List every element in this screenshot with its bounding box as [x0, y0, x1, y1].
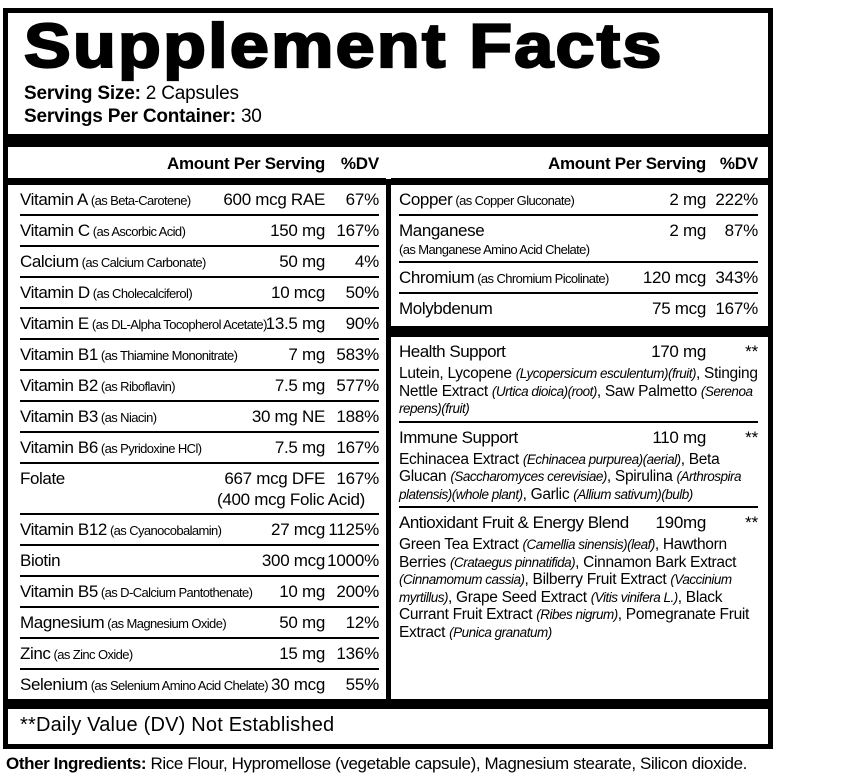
nutrient-row — [20, 338, 379, 369]
blend-name: Antioxidant Fruit & Energy Blend — [399, 513, 629, 533]
nutrient-dv: 67% — [345, 190, 379, 210]
blend-ingredients — [399, 363, 758, 418]
blend-title-line — [399, 427, 758, 449]
nutrient-row — [20, 544, 379, 575]
nutrient-source: (as Chromium Picolinate) — [477, 271, 609, 287]
nutrient-dv: 167% — [336, 469, 379, 489]
ingredient-text: Echinacea Extract — [399, 450, 523, 468]
nutrient-row-line — [20, 550, 379, 572]
nutrient-dv: 343% — [715, 268, 758, 288]
latin-name-text: (Urtica dioica)(root) — [491, 383, 597, 399]
nutrient-name: Vitamin E — [20, 314, 89, 334]
nutrient-dv: 167% — [336, 221, 379, 241]
nutrient-row-line — [20, 468, 379, 490]
other-ingredients-label: Other Ingredients: — [6, 754, 147, 774]
blend-name-cell — [399, 427, 648, 449]
nutrient-row — [20, 214, 379, 245]
dv-footnote: **Daily Value (DV) Not Established — [20, 714, 335, 737]
nutrient-dv: 577% — [336, 376, 379, 396]
nutrient-name-cell — [20, 189, 219, 211]
nutrient-row-line — [20, 282, 379, 304]
serving-size-value: 2 Capsules — [140, 83, 239, 105]
nutrient-dv: 167% — [336, 438, 379, 458]
blend-ingredients — [399, 534, 758, 641]
nutrient-source: (as Riboflavin) — [100, 379, 175, 395]
nutrient-name: Chromium — [399, 268, 475, 288]
serving-info — [24, 82, 768, 128]
column-divider — [386, 179, 391, 699]
nutrient-name-cell — [399, 267, 639, 289]
nutrient-name-cell — [399, 298, 648, 320]
nutrient-dv: 167% — [715, 299, 758, 319]
latin-name-text: (Arthrospira platensis)(whole plant) — [399, 469, 742, 502]
ingredient-text: , Grape Seed Extract — [448, 588, 591, 606]
nutrient-source-line2: (as Manganese Amino Acid Chelate) — [399, 242, 590, 258]
nutrient-amount: 75 mcg — [652, 299, 706, 319]
nutrient-source: (as Magnesium Oxide) — [107, 616, 227, 632]
nutrient-dv: 90% — [345, 314, 379, 334]
nutrient-source: (as Niacin) — [100, 410, 157, 426]
nutrient-dv: 87% — [724, 221, 758, 241]
nutrient-amount: 13.5 mg — [265, 314, 325, 334]
nutrient-name: Copper — [399, 190, 453, 210]
blend-dv-asterisks: ** — [745, 513, 758, 533]
nutrient-amount: 7.5 mg — [274, 376, 325, 396]
blend-name: Health Support — [399, 342, 506, 362]
nutrient-row — [399, 292, 758, 323]
ingredient-text: Lutein, Lycopene — [399, 365, 516, 383]
bottom-divider-bar — [8, 699, 768, 709]
nutrient-amount: 300 mcg — [261, 551, 325, 571]
amount-per-serving-header: Amount Per Serving — [547, 154, 706, 174]
blend-row — [399, 421, 758, 507]
dv-header: %DV — [340, 154, 379, 174]
nutrient-source: (as Copper Gluconate) — [455, 193, 575, 209]
nutrient-name: Manganese — [399, 221, 485, 241]
blend-ingredients — [399, 449, 758, 504]
nutrient-amount: 30 mg NE — [251, 407, 325, 427]
blend-sections — [399, 337, 758, 644]
nutrient-row — [20, 513, 379, 544]
latin-name-text: (Saccharomyces cerevisiae) — [450, 469, 607, 485]
latin-name-text: (Cinnamomum cassia) — [399, 572, 525, 588]
nutrient-dv: 188% — [336, 407, 379, 427]
nutrient-row — [399, 261, 758, 292]
nutrient-row — [20, 185, 379, 214]
latin-name-text: (Vitis vinifera L.) — [590, 589, 678, 605]
ingredient-text: , Spirulina — [606, 468, 677, 486]
nutrient-row — [20, 668, 379, 699]
nutrient-source: (as Thiamine Mononitrate) — [100, 348, 238, 364]
nutrient-row-line — [399, 267, 758, 289]
nutrient-row-line — [20, 344, 379, 366]
nutrient-source: (as Beta-Carotene) — [90, 193, 191, 209]
nutrient-name: Vitamin B3 — [20, 407, 98, 427]
nutrient-source: (as Calcium Carbonate) — [81, 255, 206, 271]
nutrient-dv: 55% — [345, 675, 379, 695]
nutrient-dv: 4% — [354, 252, 379, 272]
blend-amount: 170 mg — [651, 342, 706, 362]
nutrient-name: Vitamin B6 — [20, 438, 98, 458]
blend-row — [399, 506, 758, 644]
nutrient-name-cell — [20, 220, 266, 242]
nutrient-row — [20, 245, 379, 276]
ingredient-text: , Stinging Nettle Extract — [399, 365, 758, 400]
right-table-rows — [399, 185, 758, 323]
nutrient-row-line — [20, 220, 379, 242]
nutrient-row — [20, 307, 379, 338]
latin-name-text: (Punica granatum) — [449, 624, 552, 640]
left-column-header — [20, 147, 379, 178]
nutrient-dv: 583% — [336, 345, 379, 365]
amount-per-serving-header: Amount Per Serving — [166, 154, 325, 174]
nutrient-dv: 222% — [715, 190, 758, 210]
nutrient-dv: 200% — [336, 582, 379, 602]
blend-dv-asterisks: ** — [745, 427, 758, 447]
latin-name-text: (Camellia sinensis)(leaf) — [522, 537, 655, 553]
servings-per-container-value: 30 — [235, 106, 262, 128]
ingredient-text: , Garlic — [522, 485, 574, 503]
nutrient-name: Vitamin B2 — [20, 376, 98, 396]
nutrient-row-line — [399, 220, 758, 258]
nutrient-row-line — [20, 189, 379, 211]
nutrient-name-cell — [20, 550, 258, 572]
nutrient-dv: 1000% — [327, 551, 379, 571]
serving-size-label: Serving Size: — [24, 83, 141, 105]
page-title: Supplement Facts — [24, 12, 664, 81]
blend-name: Immune Support — [399, 427, 518, 447]
nutrient-name: Zinc — [20, 644, 51, 664]
latin-name-text: (Allium sativum)(bulb) — [573, 486, 693, 502]
nutrient-source: (as Cyanocobalamin) — [109, 523, 222, 539]
nutrient-amount: 7.5 mg — [274, 438, 325, 458]
nutrient-name-cell — [20, 282, 267, 304]
nutrient-row — [20, 276, 379, 307]
latin-name-text: (Echinacea purpurea)(aerial) — [522, 451, 681, 467]
nutrient-amount: 600 mcg RAE — [223, 190, 325, 210]
nutrient-amount: 50 mg — [279, 613, 325, 633]
ingredient-text: , Saw Palmetto — [596, 382, 701, 400]
blend-amount: 190mg — [655, 513, 706, 533]
blend-amount: 110 mg — [652, 427, 706, 447]
blend-title-line — [399, 341, 758, 363]
nutrient-dv: 50% — [345, 283, 379, 303]
nutrient-name: Vitamin B1 — [20, 345, 98, 365]
nutrient-row — [20, 431, 379, 462]
nutrient-name-cell — [399, 220, 665, 258]
nutrient-row — [20, 369, 379, 400]
ingredient-text: , Black Currant Fruit Extract — [399, 588, 723, 624]
nutrient-row-line — [399, 189, 758, 211]
nutrient-name-cell — [20, 612, 275, 634]
dv-header: %DV — [719, 154, 758, 174]
nutrient-name-cell — [20, 406, 248, 428]
nutrient-name: Vitamin D — [20, 283, 90, 303]
nutrient-amount: 2 mg — [669, 190, 706, 210]
nutrient-amount: 2 mg — [669, 221, 706, 241]
nutrient-row — [399, 185, 758, 214]
nutrient-dv: 1125% — [328, 520, 379, 540]
nutrient-source: (as Selenium Amino Acid Chelate) — [90, 678, 269, 694]
nutrient-amount: 15 mg — [279, 644, 325, 664]
nutrient-name-cell — [20, 375, 271, 397]
nutrient-amount: 667 mcg DFE — [224, 469, 325, 489]
blend-title-line — [399, 512, 758, 534]
other-ingredients-text: Rice Flour, Hypromellose (vegetable capsule), Magnesium stearate, Silicon dioxide. — [146, 754, 747, 774]
supplement-facts-panel — [3, 8, 773, 749]
left-table-rows — [20, 185, 379, 699]
blend-dv-asterisks: ** — [745, 342, 758, 362]
nutrient-amount: 10 mg — [279, 582, 325, 602]
nutrient-name-cell — [20, 519, 267, 541]
nutrient-name-cell — [20, 643, 275, 665]
servings-per-container-line — [24, 105, 768, 128]
nutrient-source: (as Zinc Oxide) — [53, 647, 133, 663]
nutrient-name: Vitamin B5 — [20, 582, 98, 602]
nutrient-amount: 7 mg — [288, 345, 325, 365]
nutrient-name: Vitamin A — [20, 190, 88, 210]
nutrient-amount: 27 mcg — [271, 520, 325, 540]
ingredient-text: , Pomegranate Fruit Extract — [399, 606, 750, 641]
nutrient-name-cell — [20, 313, 267, 335]
nutrient-source: (as Cholecalciferol) — [92, 286, 193, 302]
nutrient-source: (as DL-Alpha Tocopherol Acetate) — [91, 317, 267, 333]
nutrient-name-cell — [399, 189, 665, 211]
top-divider-bar — [8, 134, 768, 147]
ingredient-text: , Cinnamon Bark Extract — [575, 553, 737, 571]
nutrient-row-line — [20, 519, 379, 541]
ingredient-text: , Hawthorn Berries — [399, 536, 727, 571]
nutrient-row-line — [20, 612, 379, 634]
nutrient-name: Biotin — [20, 551, 61, 571]
nutrient-name-cell — [20, 581, 275, 603]
nutrient-row-line — [20, 313, 379, 335]
latin-name-text: (Serenoa repens)(fruit) — [399, 383, 753, 417]
nutrient-name: Folate — [20, 469, 65, 489]
latin-name-text: (Ribes nigrum) — [536, 607, 618, 623]
nutrient-name-cell — [20, 344, 284, 366]
header-underline-bar — [391, 178, 768, 185]
nutrient-row — [20, 400, 379, 431]
nutrient-amount: 150 mg — [270, 221, 325, 241]
nutrient-name: Calcium — [20, 252, 79, 272]
nutrient-row-line — [20, 251, 379, 273]
nutrient-row-line — [20, 437, 379, 459]
other-ingredients-line — [0, 749, 776, 774]
right-column-header — [399, 147, 758, 178]
ingredient-text: Green Tea Extract — [399, 536, 523, 554]
nutrient-name-cell — [20, 251, 275, 273]
nutrient-row-line — [20, 375, 379, 397]
latin-name-text: (Vaccinium myrtillus) — [399, 572, 732, 605]
nutrient-amount: 120 mcg — [642, 268, 706, 288]
header-underline-bar — [8, 178, 386, 185]
nutrient-name: Magnesium — [20, 613, 105, 633]
ingredient-text: , Bilberry Fruit Extract — [524, 571, 671, 589]
nutrient-row — [20, 575, 379, 606]
nutrient-amount-line2: (400 mcg Folic Acid) — [217, 490, 365, 510]
nutrients-tables — [8, 147, 768, 699]
ingredient-text: , Beta Glucan — [399, 450, 720, 486]
nutrient-name: Selenium — [20, 675, 88, 695]
nutrient-dv: 12% — [345, 613, 379, 633]
nutrient-row — [20, 637, 379, 668]
latin-name-text: (Crataegus pinnatifida) — [450, 554, 576, 570]
nutrient-name-cell — [20, 468, 220, 490]
nutrient-row-line — [20, 674, 379, 696]
nutrient-row — [20, 462, 379, 513]
nutrient-name-cell — [20, 674, 267, 696]
nutrient-row-line — [20, 581, 379, 603]
nutrient-source: (as Pyridoxine HCl) — [100, 441, 202, 457]
nutrient-amount: 10 mcg — [271, 283, 325, 303]
nutrient-name: Molybdenum — [399, 299, 493, 319]
blend-name-cell — [399, 512, 652, 534]
nutrient-amount: 50 mg — [279, 252, 325, 272]
nutrient-name: Vitamin B12 — [20, 520, 107, 540]
nutrient-row-line — [399, 298, 758, 320]
blend-section-divider-bar — [391, 326, 768, 337]
nutrient-row-line — [20, 643, 379, 665]
nutrient-source: (as D-Calcium Pantothenate) — [100, 585, 253, 601]
right-column — [399, 147, 758, 699]
nutrient-dv: 136% — [336, 644, 379, 664]
serving-size-line — [24, 82, 768, 105]
nutrient-amount: 30 mcg — [271, 675, 325, 695]
left-column — [20, 147, 379, 699]
nutrient-name-cell — [20, 437, 271, 459]
blend-row — [399, 337, 758, 421]
nutrient-source: (as Ascorbic Acid) — [92, 224, 186, 240]
servings-per-container-label: Servings Per Container: — [24, 106, 236, 128]
nutrient-row — [399, 214, 758, 261]
nutrient-row — [20, 606, 379, 637]
blend-name-cell — [399, 341, 647, 363]
nutrient-row-line — [20, 406, 379, 428]
nutrient-name: Vitamin C — [20, 221, 90, 241]
latin-name-text: (Lycopersicum esculentum)(fruit) — [515, 366, 697, 382]
